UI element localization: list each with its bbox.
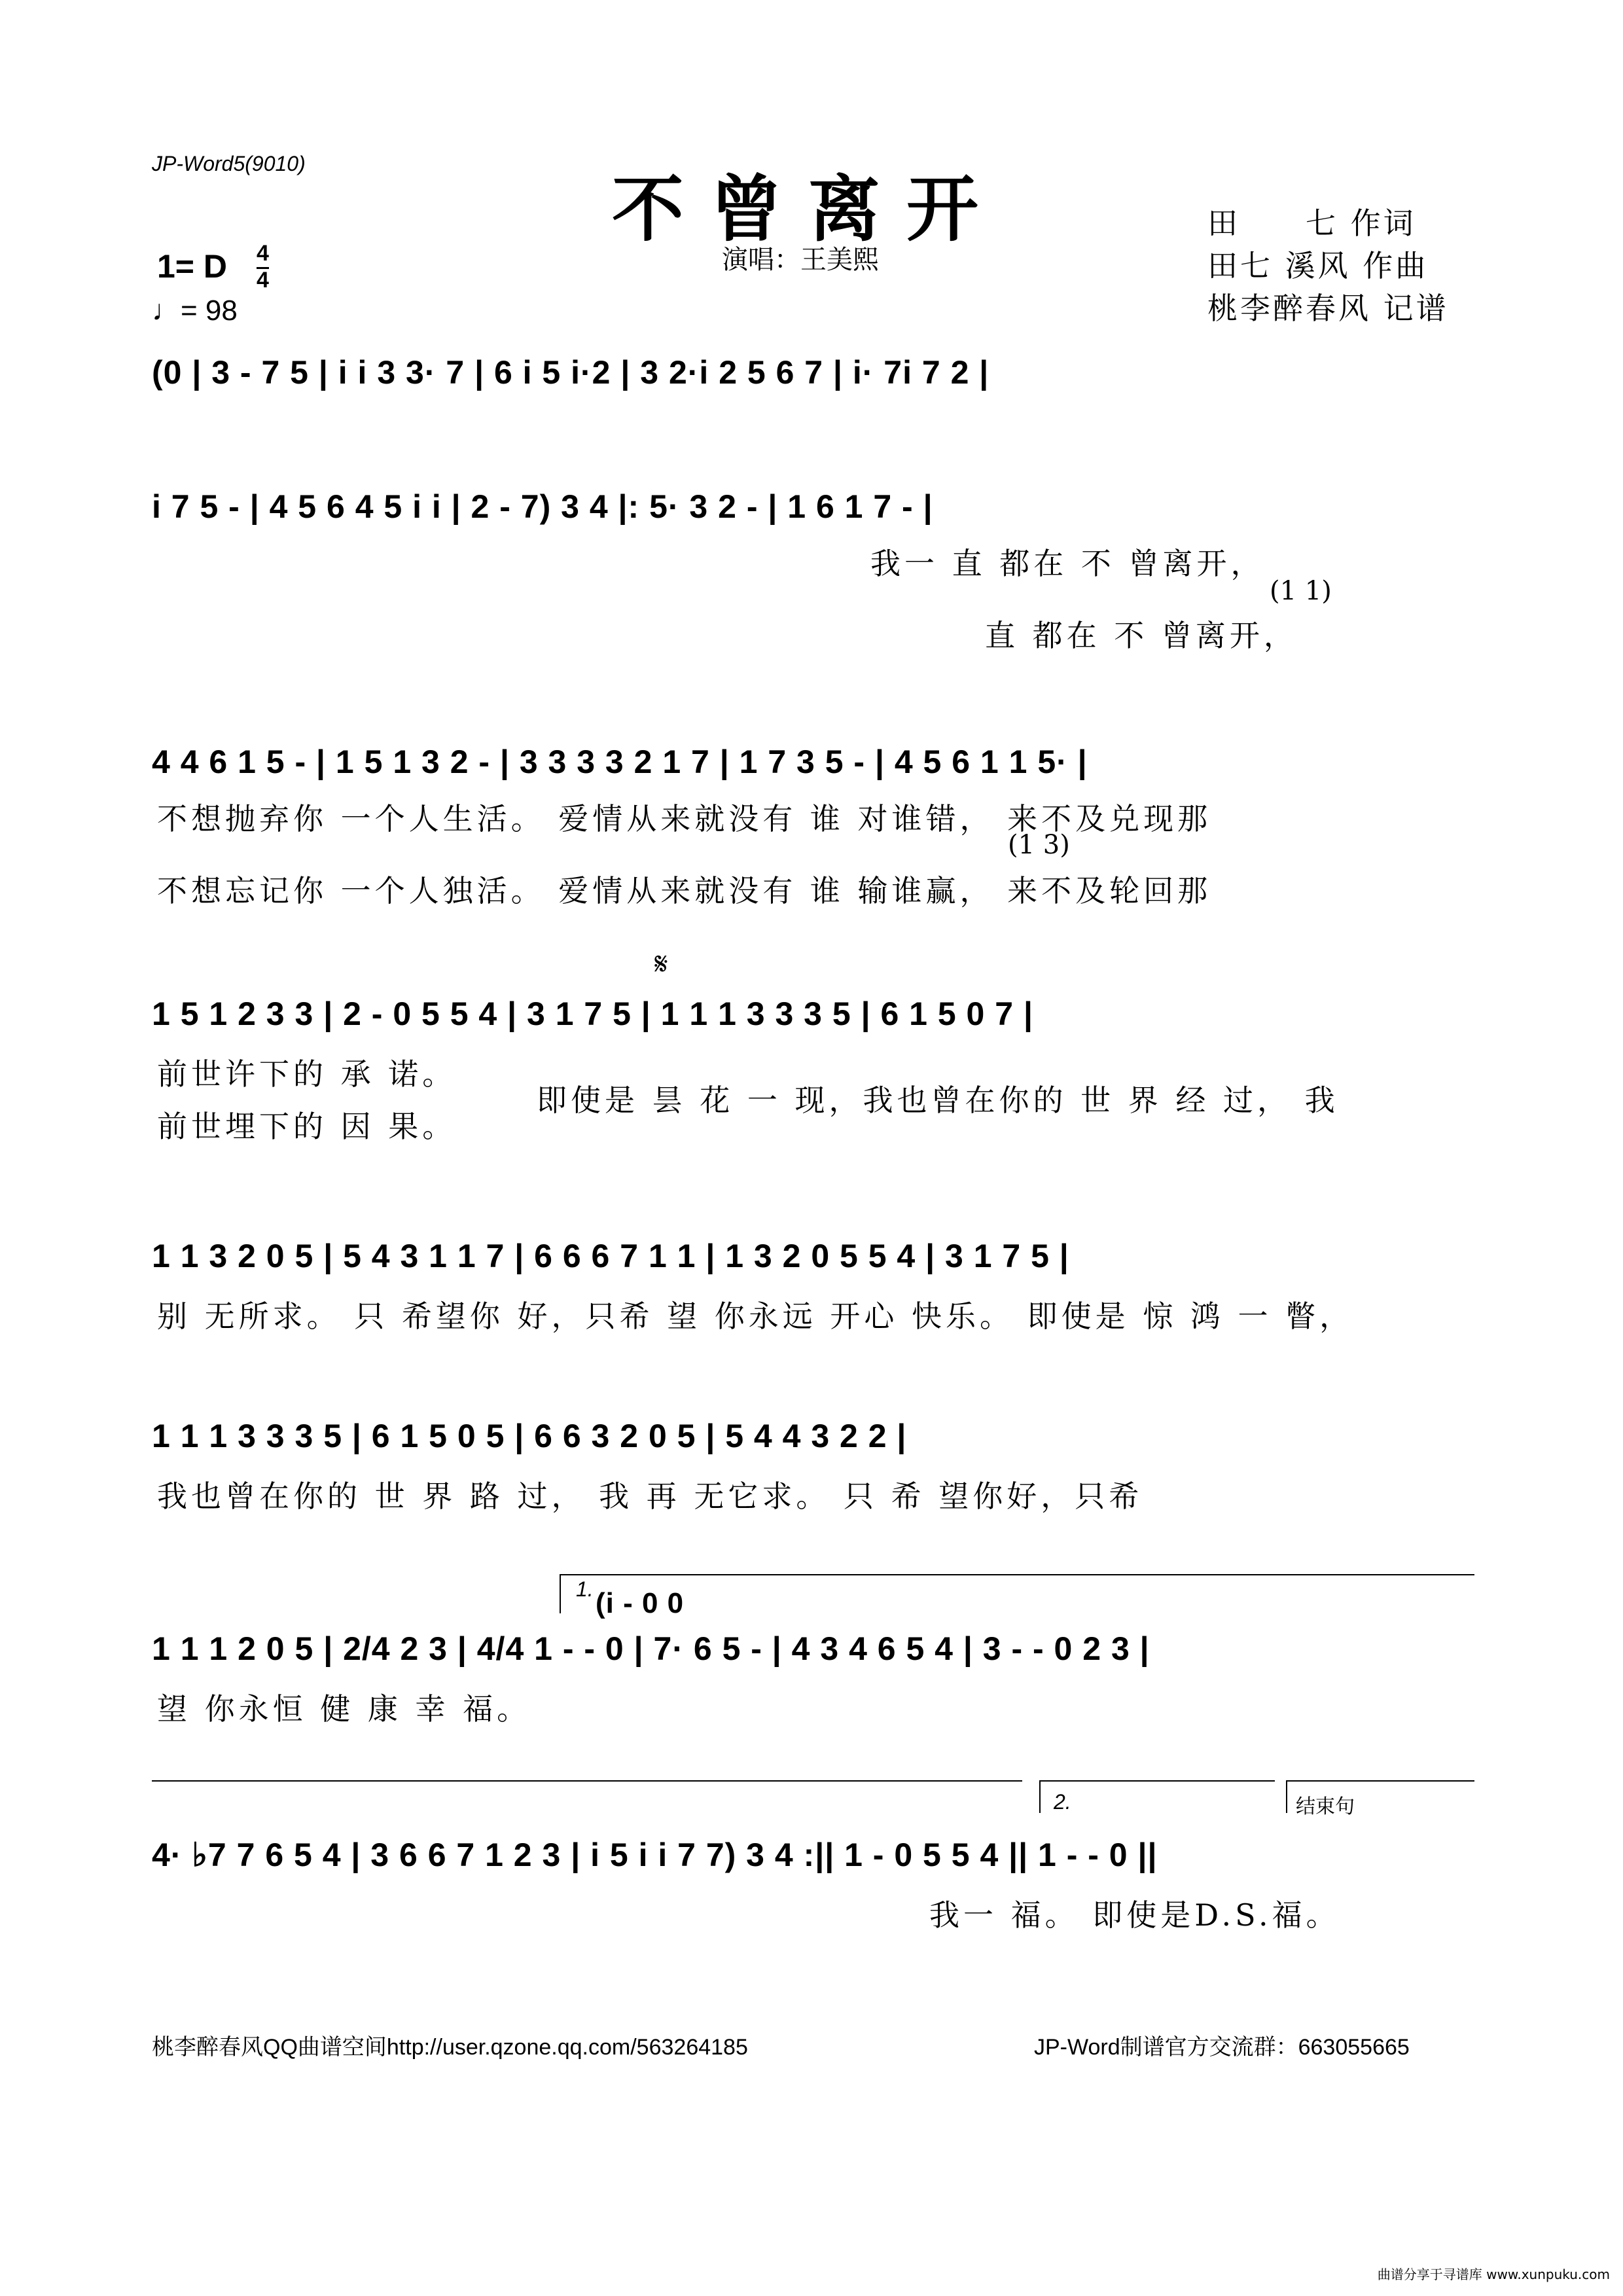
notation-row-8: 4· ♭7 7 6 5 4 | 3 6 6 7 1 2 3 | i 5 i i 7 7) 3 4 :|| 1 - 0 5 5 4 || 1 - - 0 ||: [152, 1837, 1158, 1873]
key-signature: 1= D: [157, 248, 228, 285]
transcriber-credit: 桃李醉春风 记谱: [1207, 291, 1449, 326]
notation-row-7: 1 1 1 2 0 5 | 2/4 2 3 | 4/4 1 - - 0 | 7· 6 5 - | 4 3 4 6 5 4 | 3 - - 0 2 3 |: [152, 1630, 1150, 1667]
segno-sign: 𝄋: [654, 946, 668, 982]
footer-left: 桃李醉春风QQ曲谱空间http://user.qzone.qq.com/563264185: [152, 2035, 748, 2060]
notation-row-3: 4 4 6 1 5 - | 1 5 1 3 2 - | 3 3 3 3 2 1 7 | 1 7 3 5 - | 4 5 6 1 1 5· |: [152, 744, 1088, 780]
lyric-row-4-verse-1: 前世许下的 承 诺。: [157, 1056, 457, 1092]
lyric-row-6: 我也曾在你的 世 界 路 过， 我 再 无它求。 只 希 望你好，只希: [157, 1479, 1143, 1514]
lyric-row-8: 我一 福。 即使是D.S.福。: [929, 1897, 1340, 1933]
page-title: 不曾离开: [612, 167, 1005, 251]
software-label: JP-Word5(9010): [152, 152, 306, 175]
lyric-row-3-verse-1: 不想抛弃你 一个人生活。 爱情从来就没有 谁 对谁错， 来不及兑现那: [157, 801, 1212, 836]
ending-1-label: 1.: [576, 1577, 594, 1601]
time-signature-top: 4: [257, 241, 269, 266]
ending-1-notes: (i - 0 0: [596, 1587, 685, 1619]
lyric-row-3-verse-2: 不想忘记你 一个人独活。 爱情从来就没有 谁 输谁赢， 来不及轮回那: [157, 873, 1212, 908]
time-signature-bottom: 4: [257, 268, 269, 293]
lyric-row-2-verse-2: 直 都在 不 曾离开，: [985, 618, 1298, 653]
coda-label: 结束句: [1296, 1796, 1355, 1818]
lyric-row-5: 别 无所求。 只 希望你 好，只希 望 你永远 开心 快乐。 即使是 惊 鸿 一 瞥，: [157, 1299, 1354, 1334]
watermark: 曲谱分享于寻谱库 www.xunpuku.com: [1377, 2267, 1610, 2282]
footer-right: JP-Word制谱官方交流群：663055665: [1034, 2035, 1410, 2060]
lyricist-credit: 田 七 作词: [1207, 206, 1416, 241]
lyric-row-2-verse-1: 我一 直 都在 不 曾离开，: [870, 546, 1265, 581]
lyric-row-4-verse-2: 前世埋下的 因 果。: [157, 1109, 457, 1144]
lyric-row-7: 望 你永恒 健 康 幸 福。: [157, 1691, 531, 1727]
ending-2-label: 2.: [1054, 1790, 1071, 1814]
notation-row-4: 1 5 1 2 3 3 | 2 - 0 5 5 4 | 3 1 7 5 | 1 1 1 3 3 3 5 | 6 1 5 0 7 |: [152, 996, 1033, 1032]
alt-notes-row-2: (1 1): [1270, 576, 1332, 606]
tempo-marking: ♩= 98: [152, 295, 238, 327]
notation-row-6: 1 1 1 3 3 3 5 | 6 1 5 0 5 | 6 6 3 2 0 5 | 5 4 4 3 2 2 |: [152, 1418, 907, 1454]
composer-credit: 田七 溪风 作曲: [1207, 248, 1429, 283]
lyric-row-4-chorus: 即使是 昙 花 一 现，我也曾在你的 世 界 经 过， 我: [537, 1083, 1339, 1118]
singer-credit: 演唱：王美熙: [722, 245, 879, 275]
notation-row-2: i 7 5 - | 4 5 6 4 5 i i | 2 - 7) 3 4 |: 5· 3 2 - | 1 6 1 7 - |: [152, 488, 933, 525]
alt-notes-row-3: (1 3): [1008, 830, 1070, 860]
notation-row-1: (0 | 3 - 7 5 | i i 3 3· 7 | 6 i 5 i·2 | 3 2·i 2 5 6 7 | i· 7i 7 2 |: [152, 354, 990, 391]
notation-row-5: 1 1 3 2 0 5 | 5 4 3 1 1 7 | 6 6 6 7 1 1 | 1 3 2 0 5 5 4 | 3 1 7 5 |: [152, 1238, 1069, 1274]
